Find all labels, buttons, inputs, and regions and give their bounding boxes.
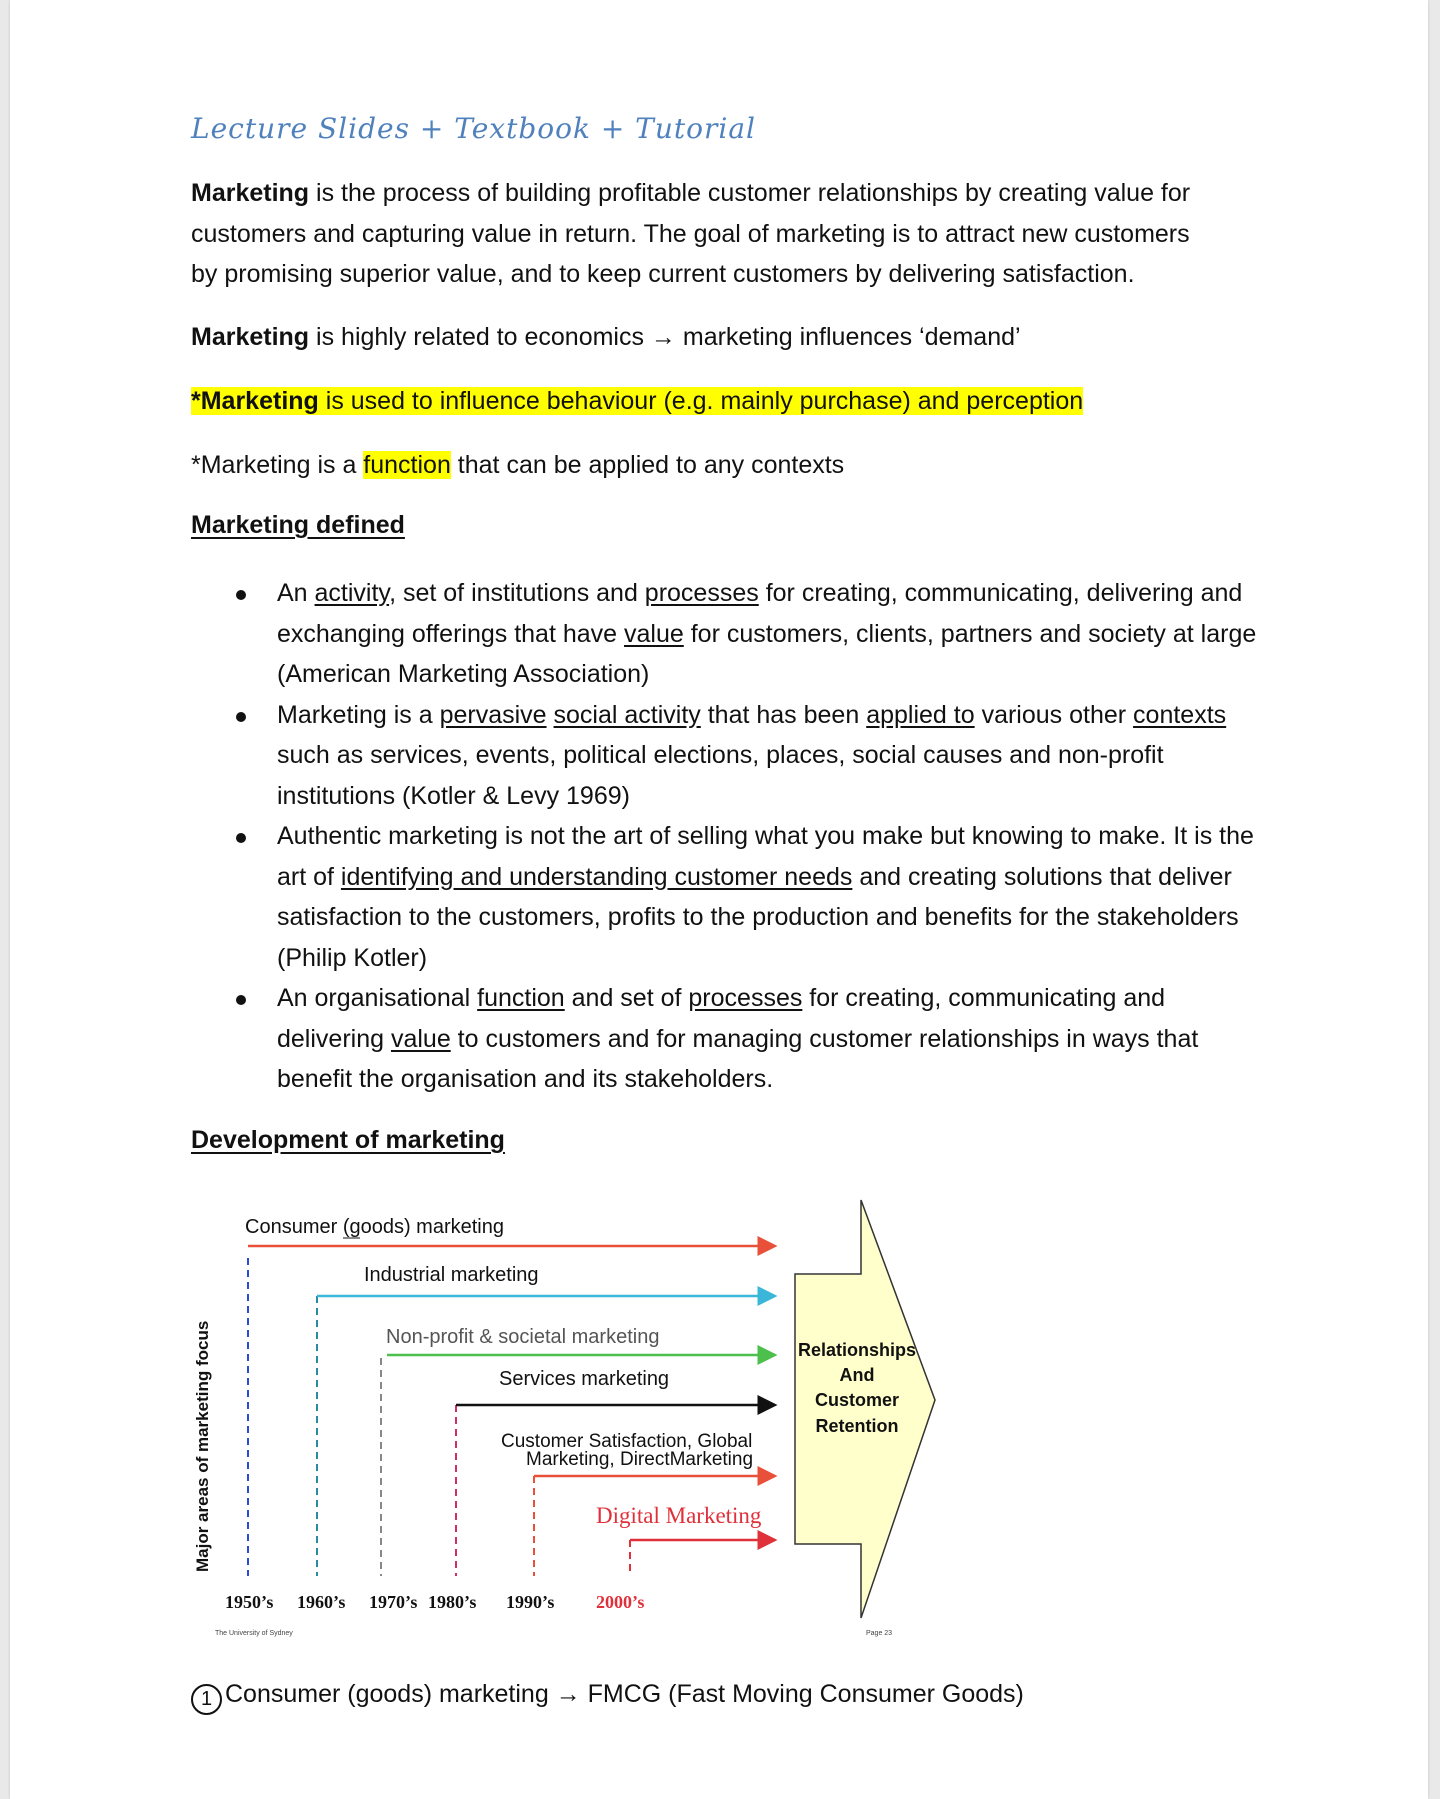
era-1950: 1950’s: [225, 1592, 274, 1612]
intro-paragraph-1: Marketing is the process of building profitable customer relationships by creating value for customers and capturing value in return. The goal of marketing is to attract new customers by promising superior value, and to keep current customers by delivering satisfaction.: [191, 179, 1191, 288]
slide-footer-left: The University of Sydney: [215, 1630, 293, 1637]
page-heading: Lecture Slides + Textbook + Tutorial: [191, 112, 756, 145]
intro-paragraph-2: Marketing is highly related to economics → marketing influences ‘demand’: [191, 323, 1021, 351]
outcome-line-3: Customer: [814, 1390, 900, 1410]
outcome-line-1: Relationships: [797, 1340, 917, 1360]
era-1980: 1980’s: [428, 1592, 477, 1612]
era-1990: 1990’s: [506, 1592, 555, 1612]
highlighted-text: *Marketing is used to influence behaviour (e.g. mainly purchase) and perception: [191, 387, 1084, 415]
stream-services-label: Services marketing: [499, 1368, 670, 1390]
highlighted-word: function: [363, 451, 451, 479]
outcome-line-2: And: [839, 1365, 875, 1385]
circled-number: 1: [191, 1684, 222, 1715]
list-item: An activity, set of institutions and processes for creating, communicating, delivering and exchanging offerings that have value for customers, clients, partners and society at large (American Marketing Association): [191, 573, 1271, 695]
slide-footer-right: Page 23: [866, 1630, 893, 1637]
outcome-line-4: Retention: [815, 1416, 899, 1436]
marketing-development-diagram: [190, 1188, 950, 1648]
list-item: An organisational function and set of processes for creating, communicating and delivering value to customers and for managing customer relationships in ways that benefit the organisation and its stakeholders.: [191, 978, 1271, 1100]
document-page: [10, 0, 1428, 1799]
stream-digital-label: Digital Marketing: [596, 1503, 762, 1528]
stream-industrial-label: Industrial marketing: [364, 1264, 539, 1286]
definitions-list: [191, 573, 1271, 1100]
stream-nonprofit-label: Non-profit & societal marketing: [386, 1326, 660, 1348]
era-1960: 1960’s: [297, 1592, 346, 1612]
intro-paragraph-3: [191, 381, 1281, 422]
section-title-marketing-defined: Marketing defined: [191, 511, 405, 539]
stream-custsat-label-2: Marketing, DirectMarketing: [526, 1449, 754, 1470]
closing-line: 1 Consumer (goods) marketing → FMCG (Fast Moving Consumer Goods): [191, 1674, 1024, 1715]
era-2000: 2000’s: [596, 1592, 645, 1612]
section-title-development: Development of marketing: [191, 1126, 505, 1154]
stream-consumer-label: Consumer (goods) marketing: [245, 1216, 504, 1238]
y-axis-label: Major areas of marketing focus: [193, 1320, 212, 1572]
stream-custsat-label-1: Customer Satisfaction, Global: [501, 1431, 753, 1452]
list-item: Marketing is a pervasive social activity that has been applied to various other contexts such as services, events, political elections, places, social causes and non-profit institutions (Kotler & Levy 1969): [191, 695, 1271, 817]
list-item: Authentic marketing is not the art of selling what you make but knowing to make. It is the art of identifying and understanding customer needs and creating solutions that deliver satisfaction to the customers, profits to the production and benefits for the stakeholders (Philip Kotler): [191, 816, 1271, 978]
intro-paragraph-4: *Marketing is a function that can be applied to any contexts: [191, 451, 845, 479]
era-1970: 1970’s: [369, 1592, 418, 1612]
